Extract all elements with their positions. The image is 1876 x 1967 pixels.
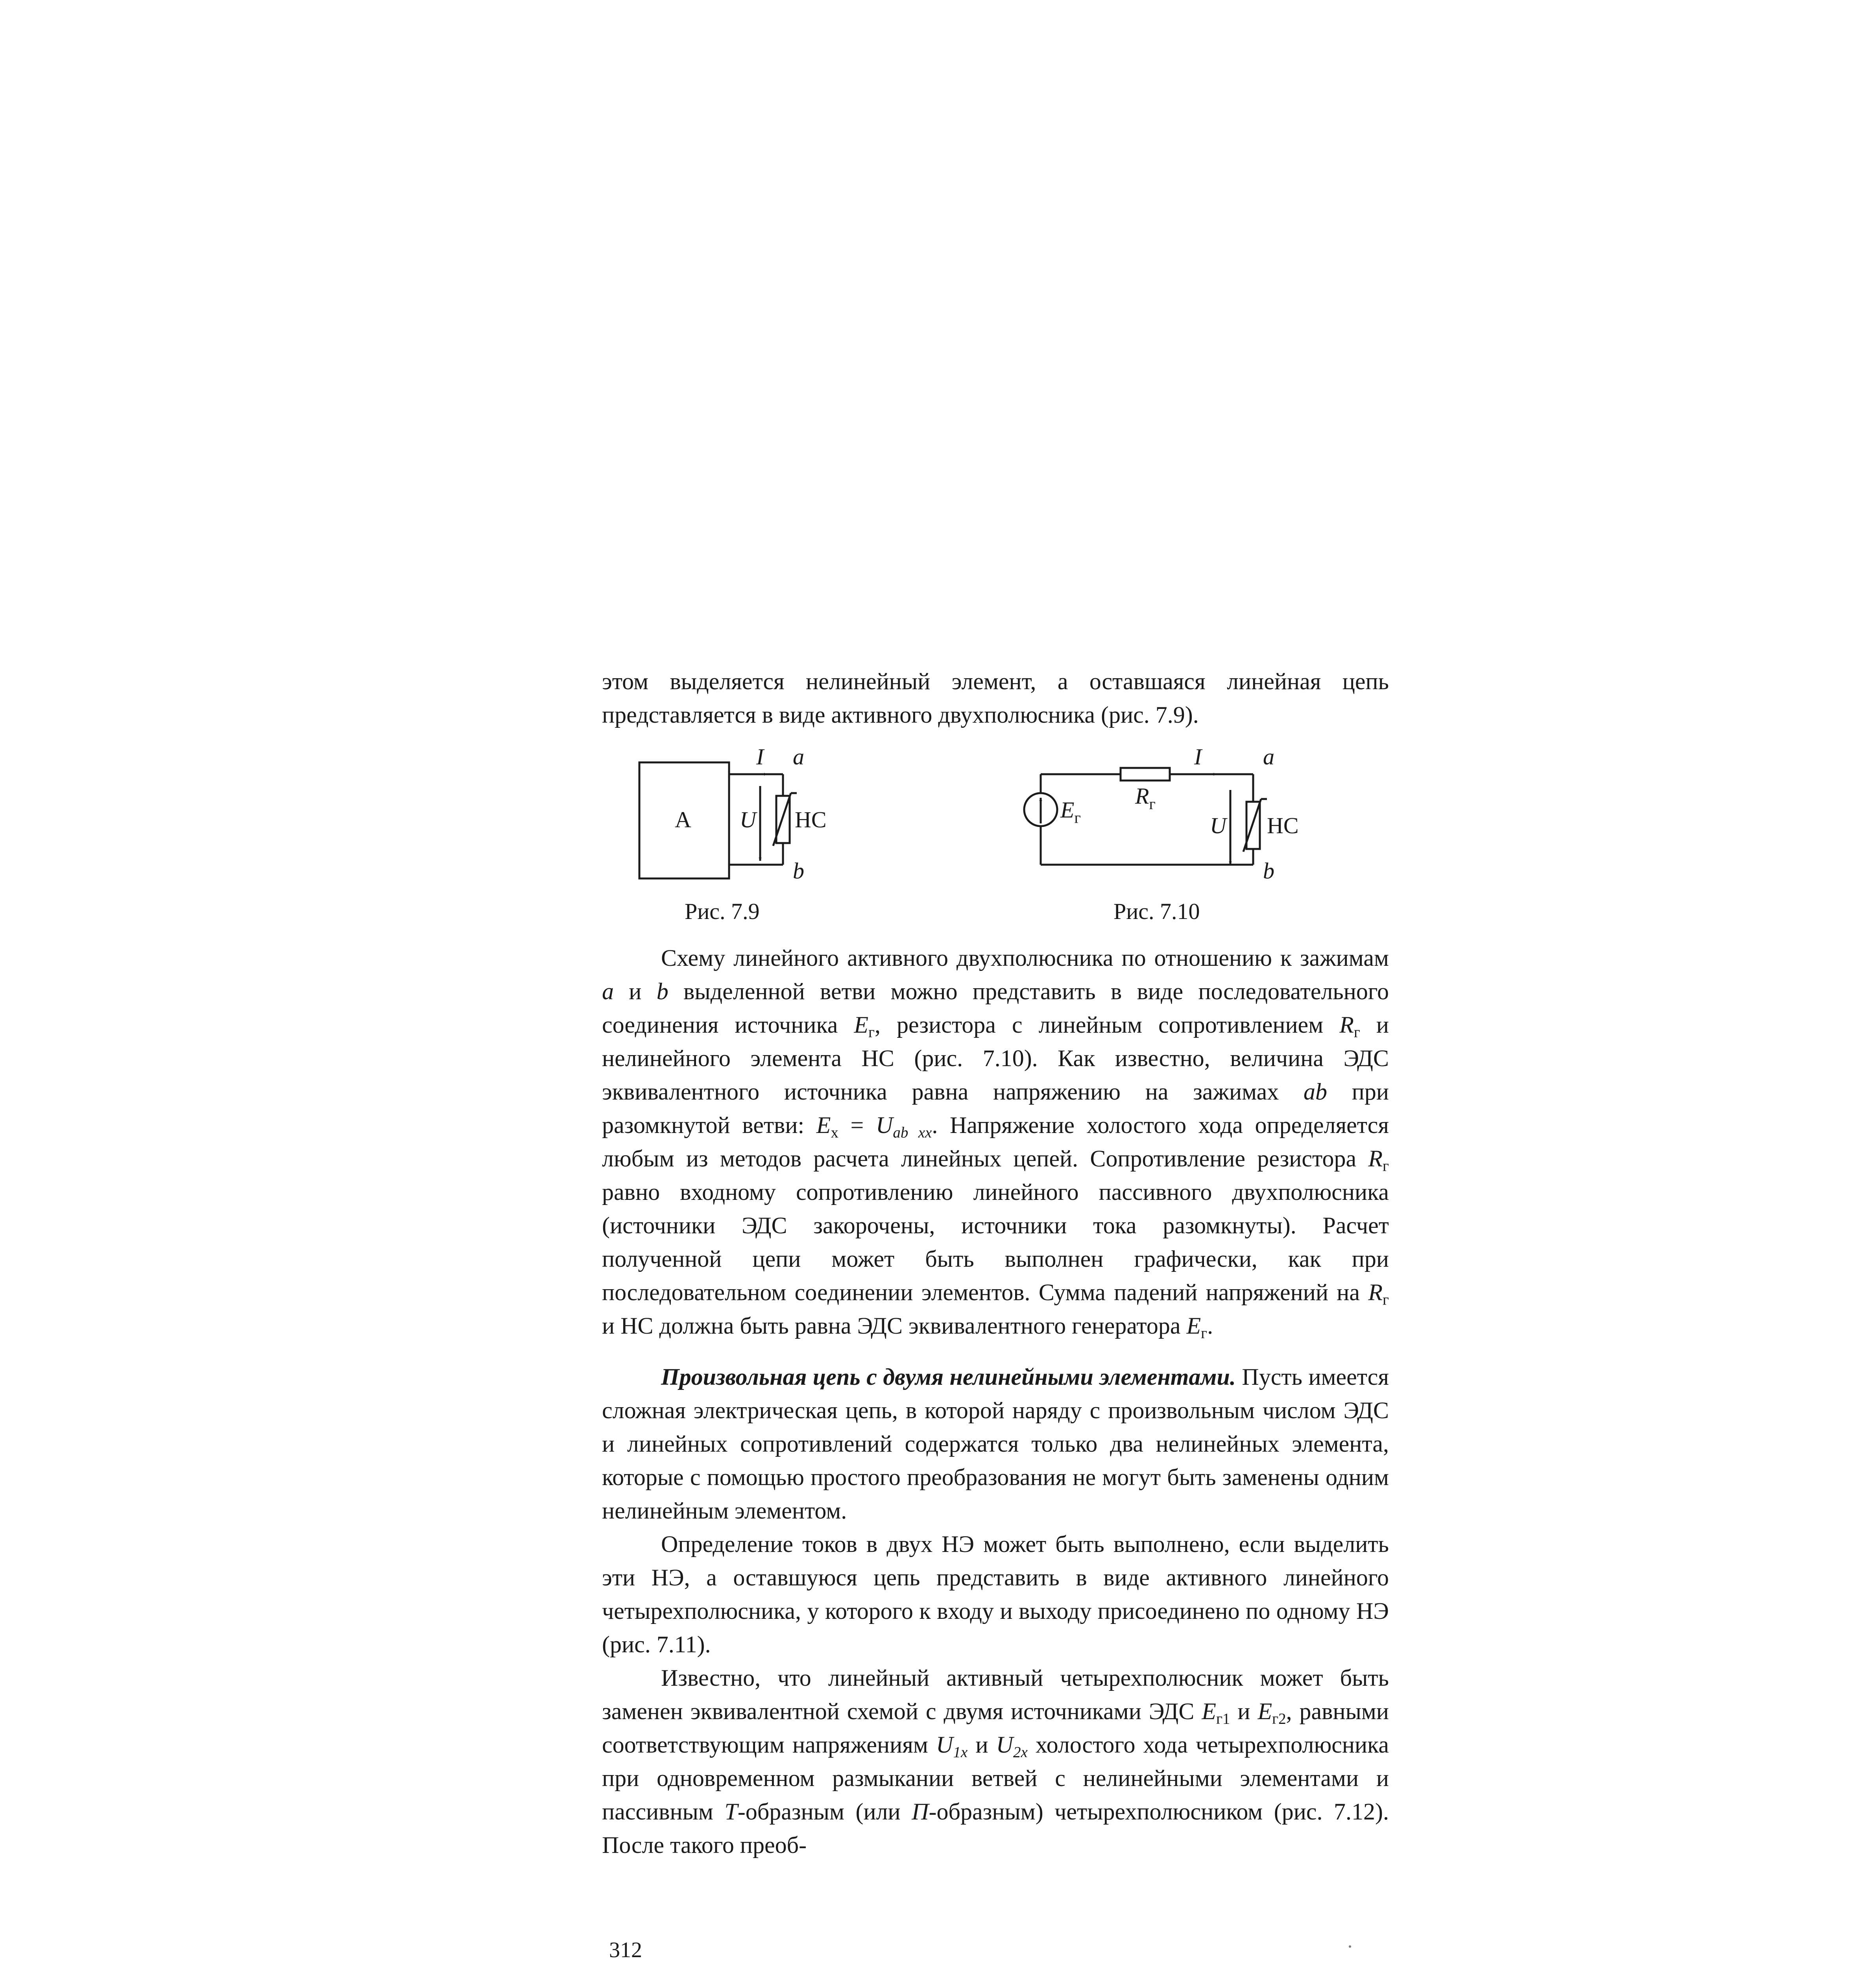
page-content xyxy=(602,665,1389,1862)
paragraph-4: Известно, что линейный активный четырехполюсник может быть заменен эквивалентной схемой с двумя источниками ЭДС $E_{г1}$ и $E_{г2}$, равными соответствующим напряжениям $U_{1x}$ и $U_{2x}$ холостого хода четырехполюсника при одновременном размыкании ветвей с нелинейными элементами и пассивным T-образным (или П-образным) четырехполюсником (рис. 7.12). После такого преоб- xyxy=(602,1665,1389,1858)
fig79-element-label: НС xyxy=(795,807,827,832)
fig710-resistor-label: $R_г$ xyxy=(1135,783,1156,813)
paragraph-1: Схему линейного активного двухполюсника по отношению к зажимам a и b выделенной ветви можно представить в виде последовательного соединения источника $E_г$, резистора с линейным сопротивлением $R_г$ и нелинейного элемента НС (рис. 7.10). Как известно, величина ЭДС эквивалентного источника равна напряжению на зажимах ab при разомкнутой ветви: $E_x = U_{ab xx}$. Напряжение холостого хода определяется любым из методов расчета линейных цепей. Сопротивление резистора $R_г$ равно входному сопротивлению линейного пассивного двухполюсника (источники ЭДС закорочены, источники тока разомкнуты). Расчет полученной цепи может быть выполнен графически, как при последовательном соединении элементов. Сумма падений напряжений на $R_г$ и НС должна быть равна ЭДС эквивалентного генератора $E_г$. xyxy=(602,945,1389,1342)
fig710-voltage-label: U xyxy=(1210,813,1226,838)
circuit-figures xyxy=(602,735,1389,900)
fig79-current-label: I xyxy=(756,744,764,769)
fig710-resistor xyxy=(1121,768,1170,781)
scan-speck xyxy=(1349,1945,1351,1948)
figures-row xyxy=(602,735,1389,941)
paragraph-2: Произвольная цепь с двумя нелинейными элементами. Пусть имеется сложная электрическая цепь, в которой наряду с произвольным числом ЭДС и линейных сопротивлений содержатся только два нелинейных элемента, которые с помощью простого преобразования не могут быть заменены одним нелинейным элементом. xyxy=(602,1364,1389,1524)
paragraph-3: Определение токов в двух НЭ может быть выполнено, если выделить эти НЭ, а оставшуюся цепь представить в виде активного линейного четырехполюсника, у которого к входу и выходу присоединено по одному НЭ (рис. 7.11). xyxy=(602,1531,1389,1657)
fig710-source-label: $E_г$ xyxy=(1060,797,1081,827)
fig79-node-b: b xyxy=(793,858,804,884)
fig710-element-label: НС xyxy=(1267,813,1299,838)
intro-text: этом выделяется нелинейный элемент, а оставшаяся линейная цепь представляется в виде активного двухполюсника (рис. 7.9). xyxy=(602,668,1389,728)
fig710-node-b: b xyxy=(1263,858,1274,884)
fig710-node-a: a xyxy=(1263,744,1274,769)
fig79-voltage-label: U xyxy=(740,807,756,832)
fig710-caption: Рис. 7.10 xyxy=(1113,899,1200,924)
page-number: 312 xyxy=(609,1938,642,1962)
fig79-caption: Рис. 7.9 xyxy=(685,899,760,924)
fig79-node-a: a xyxy=(793,744,804,769)
intro-paragraph xyxy=(602,665,1389,732)
fig79-block-label: А xyxy=(675,807,691,832)
section-heading: Произвольная цепь с двумя нелинейными элементами. xyxy=(661,1364,1236,1390)
fig710-current-label: I xyxy=(1194,744,1202,769)
